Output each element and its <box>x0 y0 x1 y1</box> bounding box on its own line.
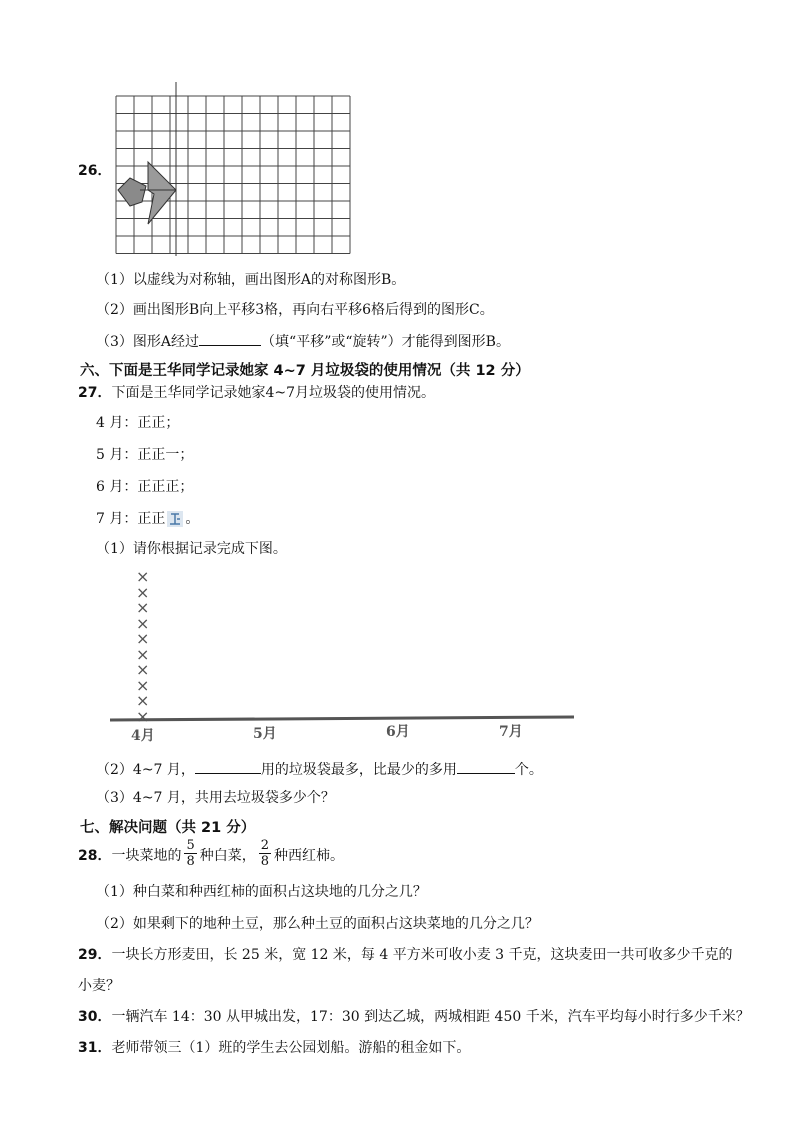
q29-line2: 小麦？ <box>78 978 120 994</box>
record-may: 5 月：正正一； <box>96 447 194 463</box>
record-june: 6 月：正正正； <box>96 479 194 495</box>
answer-blank-count[interactable] <box>457 759 515 774</box>
record-april: 4 月：正正； <box>96 415 180 431</box>
q29-line1: 29．一块长方形麦田，长 25 米，宽 12 米，每 4 平方米可收小麦 3 千克，这块麦田一共可收多少千克的 <box>78 947 733 963</box>
arrow-shape <box>148 162 176 224</box>
tally-x-mark: × <box>136 644 150 664</box>
answer-blank[interactable] <box>199 331 261 346</box>
tally-x-mark: × <box>136 567 150 586</box>
tally-x-mark: × <box>136 582 150 602</box>
q28-stem: 28． 一块菜地的 $\frac{5}{8}$ 种白菜， $\frac{2}{8}$ 种西红柿。 <box>78 838 345 869</box>
record-july: 7 月：正正 。 <box>96 511 200 527</box>
tally-x-mark: × <box>136 598 150 617</box>
tally-x-mark: × <box>136 675 150 695</box>
tally-x-mark: × <box>136 691 150 710</box>
answer-blank-month[interactable] <box>195 759 261 774</box>
section-6-title: 六、下面是王华同学记录她家 4~7 月垃圾袋的使用情况（共 12 分） <box>80 363 530 379</box>
q27-stem: 27．下面是王华同学记录她家4~7月垃圾袋的使用情况。 <box>78 385 436 401</box>
tally-x-mark: × <box>136 613 150 633</box>
fraction-two-eighths: $\frac{2}{8}$ <box>260 838 270 869</box>
figure-a-shape <box>118 178 146 206</box>
q26-sub3: （3）图形A经过 （填“平移”或“旋转”）才能得到图形B。 <box>96 331 510 351</box>
month-label-july: 7月 <box>499 724 523 740</box>
q27-sub2: （2）4~7 月， 用的垃圾袋最多，比最少的多用 个。 <box>96 759 543 779</box>
fraction-five-eighths: $\frac{5}{8}$ <box>186 838 195 869</box>
q27-sub3: （3）4~7 月，共用去垃圾袋多少个？ <box>96 790 335 806</box>
q26-sub2: （2）画出图形B向上平移3格，再向右平移6格后得到的图形C。 <box>96 302 494 318</box>
section-7-title: 七、解决问题（共 21 分） <box>80 820 256 836</box>
tally-mark-icon <box>167 511 183 527</box>
q26-sub1: （1）以虚线为对称轴，画出图形A的对称图形B。 <box>96 272 406 288</box>
q30-text: 30．一辆汽车 14：30 从甲城出发，17：30 到达乙城，两城相距 450 千米，汽车平均每小时行多少千米？ <box>78 1009 750 1025</box>
tally-x-mark: × <box>136 706 150 726</box>
q28-sub2: （2）如果剩下的地种土豆，那么种土豆的面积占这块菜地的几分之几？ <box>96 916 539 932</box>
chart-baseline <box>110 717 574 720</box>
grid-figure <box>110 90 360 260</box>
question-number-26: 26． <box>78 163 112 179</box>
tally-x-mark: × <box>136 629 150 648</box>
q31-text: 31．老师带领三（1）班的学生去公园划船。游船的租金如下。 <box>78 1040 471 1056</box>
q27-sub1: （1）请你根据记录完成下图。 <box>96 541 287 557</box>
q28-sub1: （1）种白菜和种西红柿的面积占这块地的几分之几？ <box>96 884 427 900</box>
month-label-june: 6月 <box>386 724 410 740</box>
tally-x-mark: × <box>136 660 150 679</box>
month-label-may: 5月 <box>253 726 277 742</box>
month-label-april: 4月 <box>131 728 155 744</box>
